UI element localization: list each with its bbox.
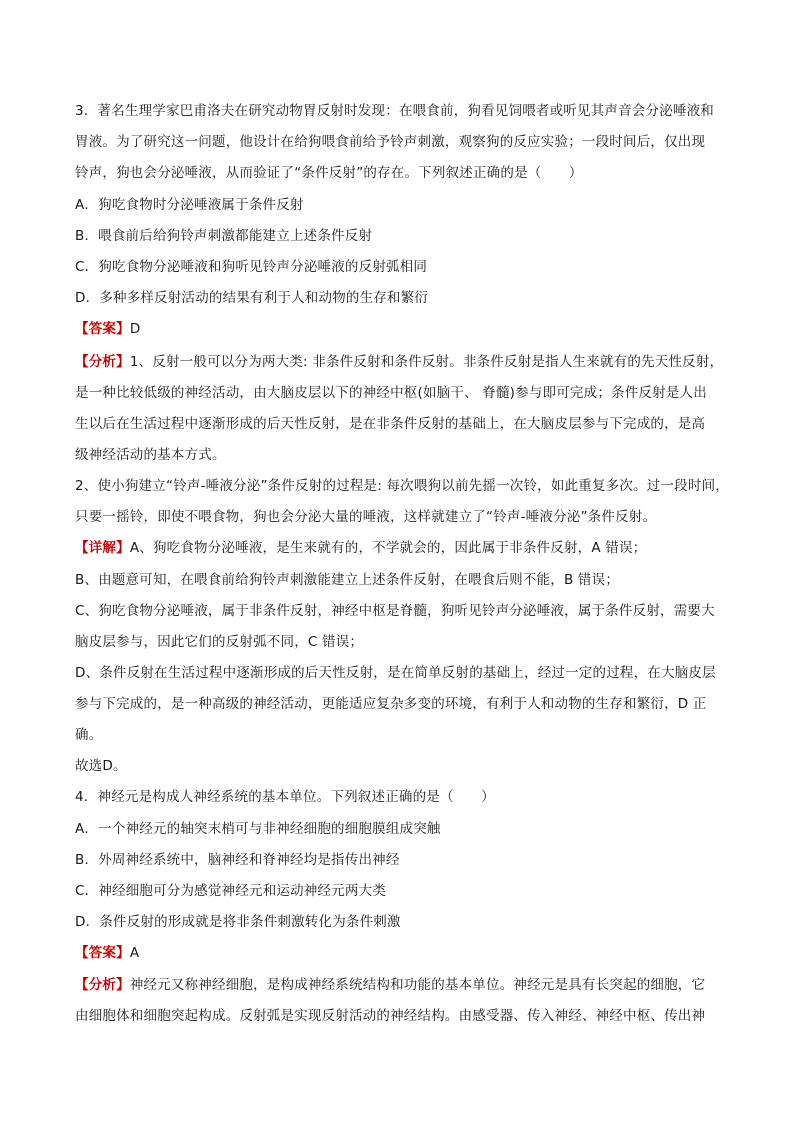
q3-detail-line-3: C、狗吃食物分泌唾液，属于非条件反射，神经中枢是脊髓，狗听见铃声分泌唾液，属于条件反射，需要大 xyxy=(75,603,715,619)
q3-option-a: A．狗吃食物时分泌唾液属于条件反射 xyxy=(75,197,304,213)
q3-answer xyxy=(75,320,725,338)
q4-answer-value: A xyxy=(129,945,140,961)
q4-analysis-line-2: 由细胞体和细胞突起构成。反射弧是实现反射活动的神经结构。由感受器、传入神经、神经中枢、传出神 xyxy=(75,1008,706,1024)
q3-analysis-line-3: 生以后在生活过程中逐渐形成的后天性反射，是在非条件反射的基础上，在大脑皮层参与下完成的，是高 xyxy=(75,416,706,432)
q4-analysis-text-1: 神经元又称神经细胞，是构成神经系统结构和功能的基本单位。神经元是具有长突起的细胞，它 xyxy=(129,977,706,993)
q3-analysis-line-1 xyxy=(75,353,725,371)
q4-option-a: A．一个神经元的轴突末梢可与非神经细胞的细胞膜组成突触 xyxy=(75,821,441,837)
q3-answer-tag: 【答案】 xyxy=(75,321,130,337)
q3-stem-line-2: 胃液。为了研究这一问题，他设计在给狗喂食前给予铃声刺激，观察狗的反应实验；一段时间后，仅出现 xyxy=(75,134,706,150)
q3-option-c: C．狗吃食物分泌唾液和狗听见铃声分泌唾液的反射弧相同 xyxy=(75,259,428,275)
q4-answer xyxy=(75,944,725,962)
q4-analysis-tag: 【分析】 xyxy=(75,977,130,993)
q3-analysis-line-4: 级神经活动的基本方式。 xyxy=(75,447,226,463)
q3-analysis-line-6: 只要一摇铃，即使不喂食物，狗也会分泌大量的唾液，这样就建立了“铃声-唾液分泌”条件反射。 xyxy=(75,509,657,525)
q3-option-d: D．多种多样反射活动的结果有利于人和动物的生存和繁衍 xyxy=(75,290,429,306)
q3-detail-line-7: 确。 xyxy=(75,727,103,743)
q4-option-d: D．条件反射的形成就是将非条件刺激转化为条件刺激 xyxy=(75,914,401,930)
q3-stem-line-3: 铃声，狗也会分泌唾液，从而验证了“条件反射”的存在。下列叙述正确的是（ ） xyxy=(75,165,583,181)
q3-detail-line-1 xyxy=(75,539,725,557)
q3-analysis-text-1: 1、反射一般可以分为两大类: 非条件反射和条件反射。非条件反射是指人生来就有的先天性反射， xyxy=(129,354,724,370)
q3-detail-line-5: D、条件反射在生活过程中逐渐形成的后天性反射，是在简单反射的基础上，经过一定的过程，在大脑皮层 xyxy=(75,665,716,681)
q4-option-b: B．外周神经系统中，脑神经和脊神经均是指传出神经 xyxy=(75,852,400,868)
q3-detail-line-4: 脑皮层参与，因此它们的反射弧不同，C 错误； xyxy=(75,634,364,650)
q3-analysis-tag: 【分析】 xyxy=(75,354,130,370)
q3-detail-line-2: B、由题意可知，在喂食前给狗铃声刺激能建立上述条件反射，在喂食后则不能，B 错误； xyxy=(75,572,620,588)
q3-stem-line-1: 3．著名生理学家巴甫洛夫在研究动物胃反射时发现：在喂食前，狗看见饲喂者或听见其声音会分泌唾液和 xyxy=(75,103,714,119)
q4-option-c: C．神经细胞可分为感觉神经元和运动神经元两大类 xyxy=(75,883,387,899)
q3-conclusion: 故选D。 xyxy=(75,758,127,774)
q4-stem-line-1: 4．神经元是构成人神经系统的基本单位。下列叙述正确的是（ ） xyxy=(75,789,495,805)
q3-answer-value: D xyxy=(129,321,141,337)
q3-option-b: B．喂食前后给狗铃声刺激都能建立上述条件反射 xyxy=(75,228,373,244)
q3-analysis-line-2: 是一种比较低级的神经活动，由大脑皮层以下的神经中枢(如脑干、 脊髓)参与即可完成；条件反射是人出 xyxy=(75,385,707,401)
q3-detail-text-1: A、狗吃食物分泌唾液，是生来就有的，不学就会的，因此属于非条件反射，A 错误； xyxy=(129,540,647,556)
q3-analysis-line-5: 2、使小狗建立“铃声-唾液分泌”条件反射的过程是: 每次喂狗以前先摇一次铃，如此重复多次。过一段时间， xyxy=(75,478,729,494)
q4-analysis-line-1 xyxy=(75,976,725,994)
q4-answer-tag: 【答案】 xyxy=(75,945,130,961)
q3-detail-tag: 【详解】 xyxy=(75,540,130,556)
q3-detail-line-6: 参与下完成的，是一种高级的神经活动，更能适应复杂多变的环境，有利于人和动物的生存和繁衍，D 正 xyxy=(75,696,707,712)
